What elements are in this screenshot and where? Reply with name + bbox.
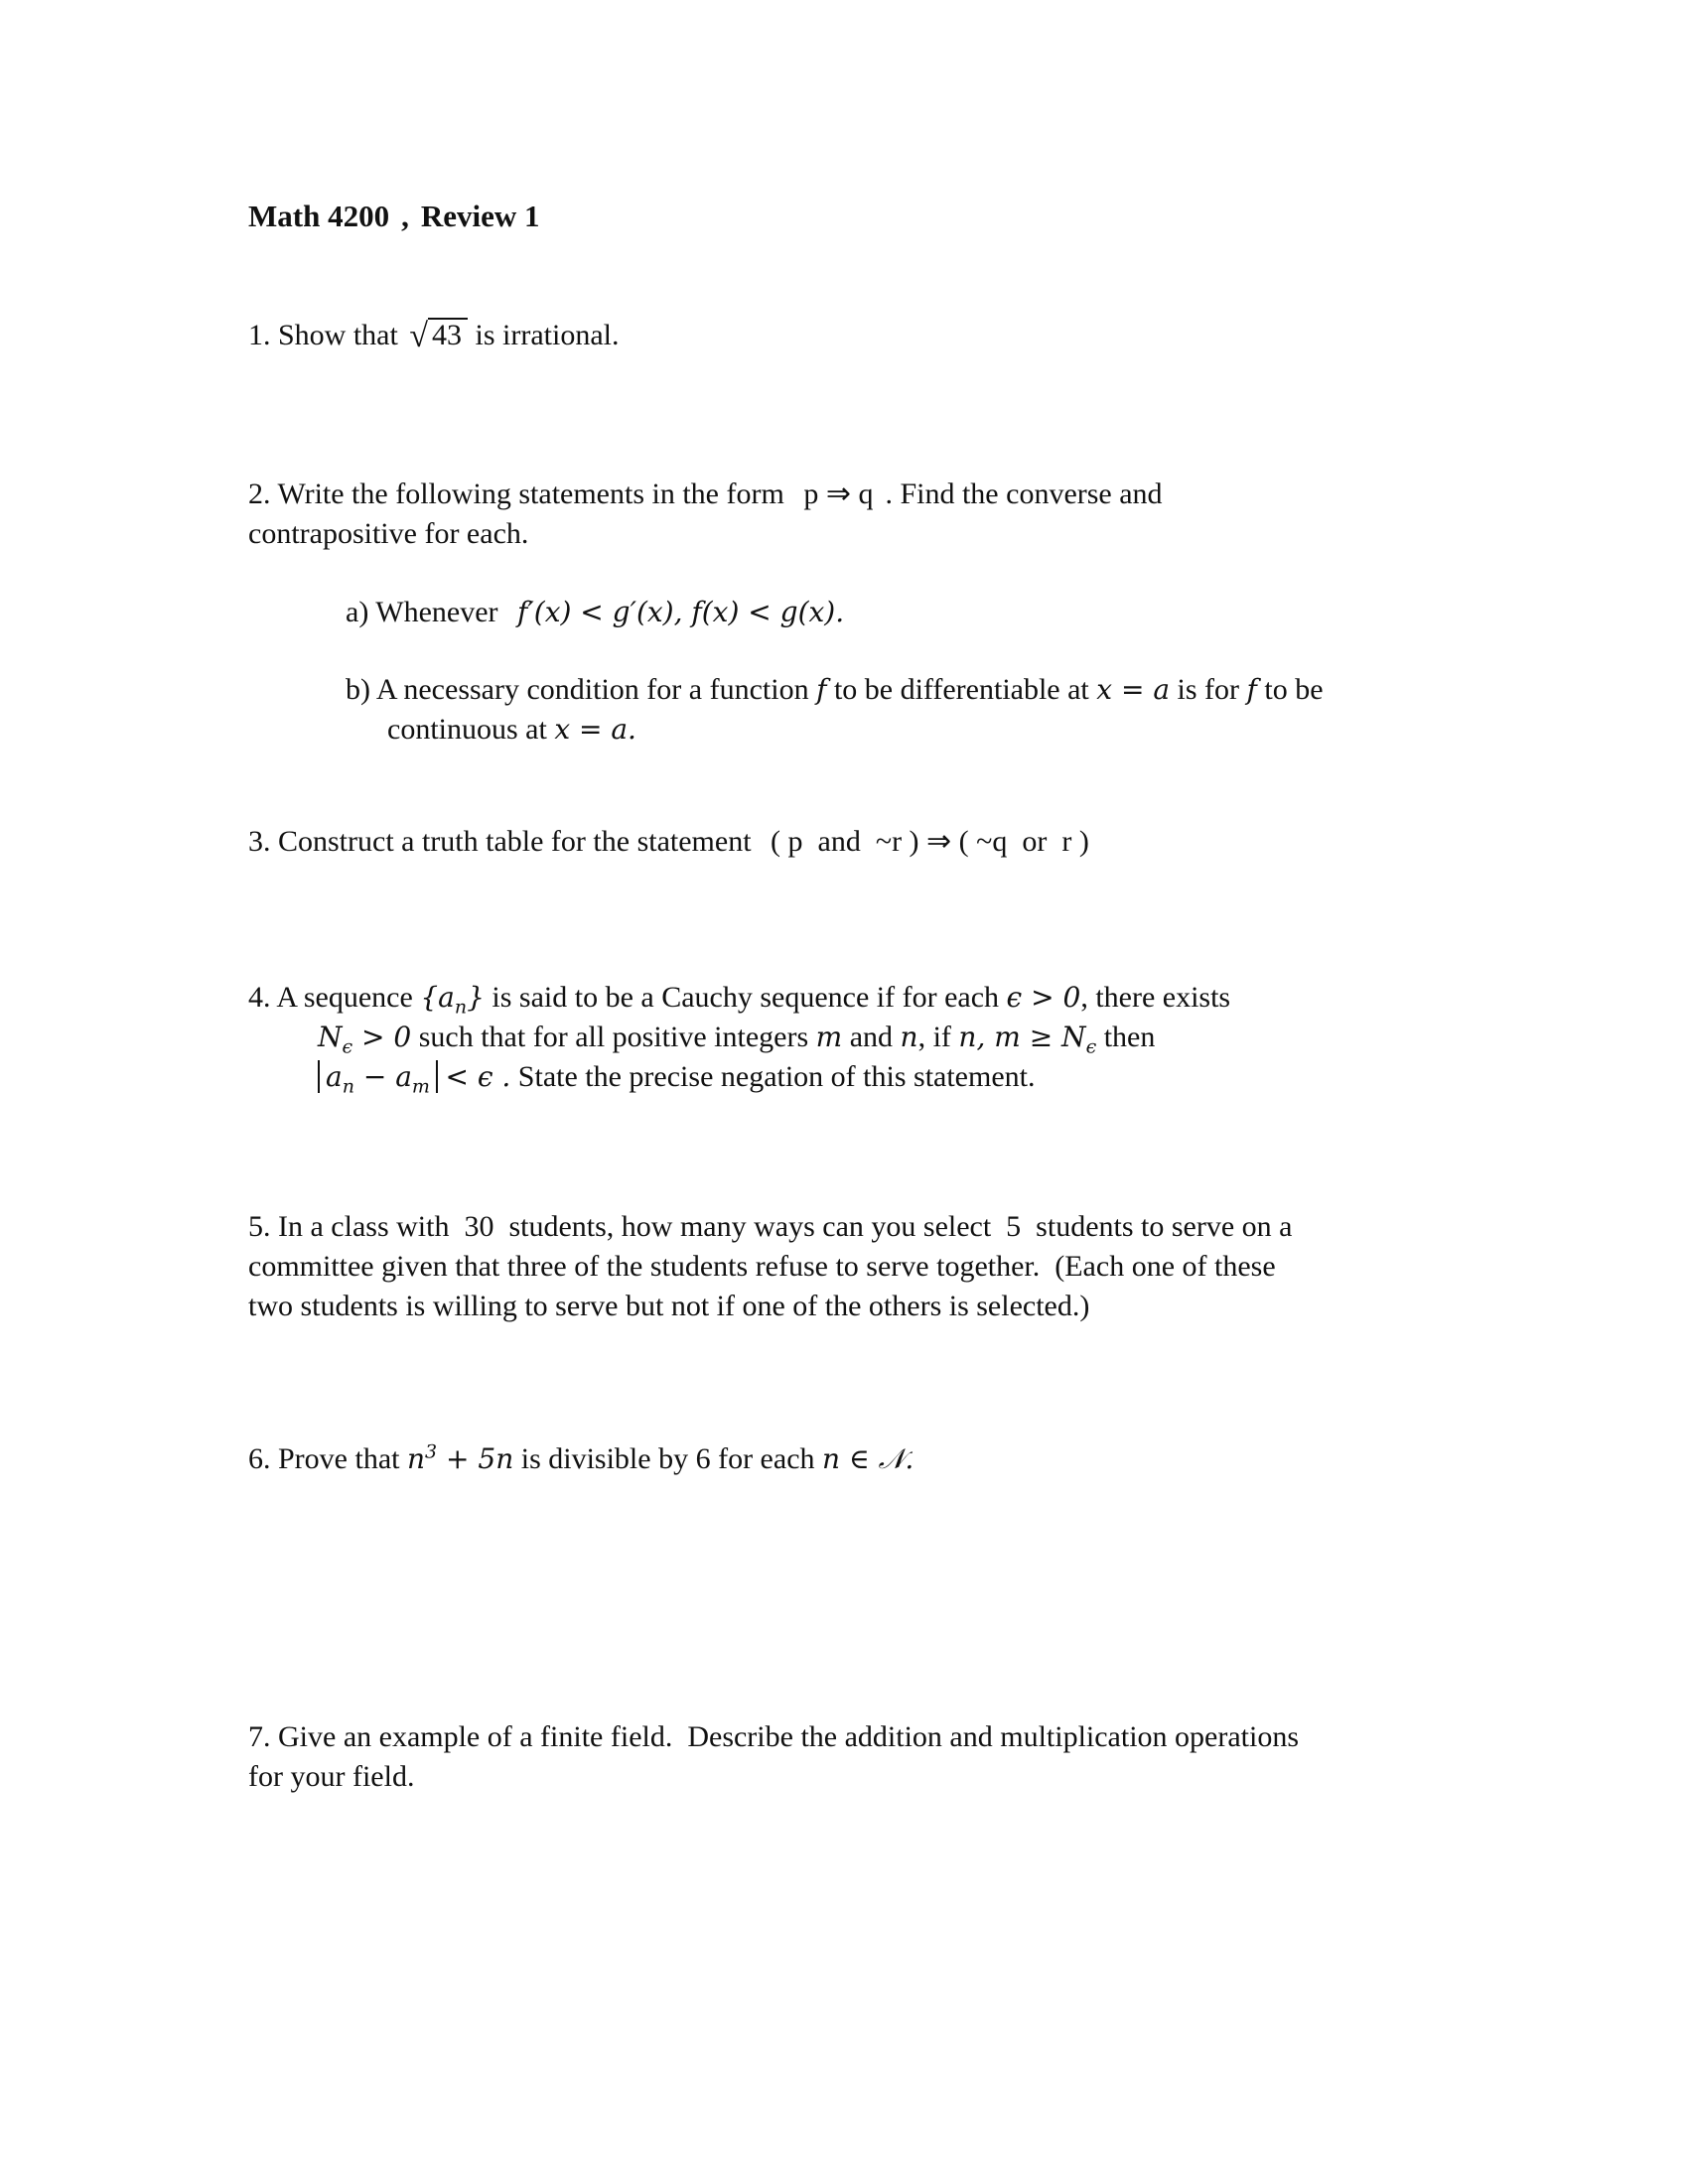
math-expression: m — [815, 1021, 843, 1053]
question-6 — [248, 1439, 1440, 1479]
question-text: then — [1103, 1021, 1156, 1053]
question-text: is irrational. — [475, 319, 620, 351]
question-text: for each — [718, 1442, 815, 1475]
part-text: Whenever — [375, 596, 498, 628]
question-text: A sequence — [276, 981, 413, 1014]
question-number: 1. — [248, 319, 271, 351]
question-2-line-2: contrapositive for each. — [248, 517, 529, 550]
math-expression: f — [1246, 673, 1257, 706]
question-text: , if — [917, 1021, 951, 1053]
question-text: is said to be a Cauchy sequence if for each — [492, 981, 1000, 1014]
question-7-line-1 — [248, 1717, 1489, 1757]
question-2-line-1 — [248, 475, 1440, 514]
question-5 — [248, 1207, 1489, 1326]
radicand: 43 — [428, 318, 468, 351]
question-number: 6. — [248, 1442, 271, 1475]
question-text: Write the following statements in the form — [277, 478, 784, 510]
question-4-line-1 — [248, 978, 1440, 1018]
math-expression: f — [816, 673, 827, 706]
question-text: is divisible by — [520, 1442, 689, 1475]
math-expression: n ∈ 𝒩. — [822, 1442, 914, 1475]
question-text: , there exists — [1080, 981, 1231, 1014]
question-2-part-b — [346, 670, 1438, 750]
math-expression: $N_\epsilon > 0$ — [318, 1021, 412, 1058]
math-expression: ϵ > 0 — [1006, 981, 1081, 1014]
question-text: and — [849, 1021, 894, 1053]
title-separator: , — [401, 199, 409, 233]
question-text: Show that — [278, 319, 398, 351]
math-expression: x = a — [1096, 673, 1171, 706]
logic-statement: ( p and ~r ) ⇒ ( ~q or r ) — [771, 825, 1089, 858]
question-text: In a class with 30 students, how many ways can you select 5 students to serve on a — [278, 1210, 1293, 1243]
question-number: 3. — [248, 825, 271, 858]
question-5-line-1 — [248, 1207, 1489, 1247]
radical-sign-icon: √ — [409, 318, 429, 354]
course-name: Math 4200 — [248, 199, 390, 233]
math-expression: 6 — [695, 1442, 711, 1475]
math-expression: f′(x) < g′(x), f(x) < g(x). — [517, 596, 845, 628]
implication-form: p ⇒ q — [803, 478, 874, 510]
part-text: to be continuous at — [387, 673, 1324, 746]
question-5-line-3: two students is willing to serve but not if one of the others is selected.) — [248, 1290, 1090, 1322]
question-number: 5. — [248, 1210, 271, 1243]
square-root-expression — [405, 316, 468, 356]
part-label: a) — [346, 596, 369, 628]
question-text: Construct a truth table for the statement — [278, 825, 752, 858]
question-text: State the precise negation of this statement. — [517, 1060, 1036, 1093]
question-4-line-3 — [248, 1057, 1440, 1097]
math-expression: n — [900, 1021, 918, 1053]
question-4-line-2 — [248, 1018, 1440, 1057]
question-4 — [248, 978, 1440, 1097]
question-number: 7. — [248, 1720, 271, 1753]
part-label: b) — [346, 673, 370, 706]
page-title — [248, 197, 1440, 236]
question-3 — [248, 822, 1440, 862]
question-number: 4. — [248, 981, 271, 1014]
question-text: Give an example of a finite field. Describe the addition and multiplication operations — [278, 1720, 1300, 1753]
question-7-line-2: for your field. — [248, 1760, 415, 1793]
review-name: Review 1 — [420, 199, 540, 233]
sequence-notation: $\{a_n\}$ — [420, 981, 485, 1019]
absolute-value-expression: $a_n - a_m$ — [318, 1060, 438, 1093]
polynomial-expression: $n^3 + 5n$ — [406, 1440, 514, 1475]
question-1 — [248, 316, 1440, 356]
question-2 — [248, 475, 1440, 554]
part-text: to be differentiable at — [833, 673, 1089, 706]
part-text: is for — [1177, 673, 1240, 706]
part-b-body — [346, 670, 1438, 750]
part-text: A necessary condition for a function — [375, 673, 809, 706]
question-5-line-2: committee given that three of the students refuse to serve together. (Each one of these — [248, 1250, 1276, 1283]
question-text: Prove that — [278, 1442, 400, 1475]
math-expression: x = a. — [554, 713, 636, 746]
question-number: 2. — [248, 478, 271, 510]
question-text: . Find the converse and — [885, 478, 1163, 510]
question-text: such that for all positive integers — [418, 1021, 809, 1053]
question-7 — [248, 1717, 1489, 1797]
math-expression: n, $m \ge N_\epsilon$ — [958, 1021, 1097, 1058]
question-2-part-a — [346, 593, 1438, 632]
math-expression: < ϵ . — [445, 1060, 511, 1093]
